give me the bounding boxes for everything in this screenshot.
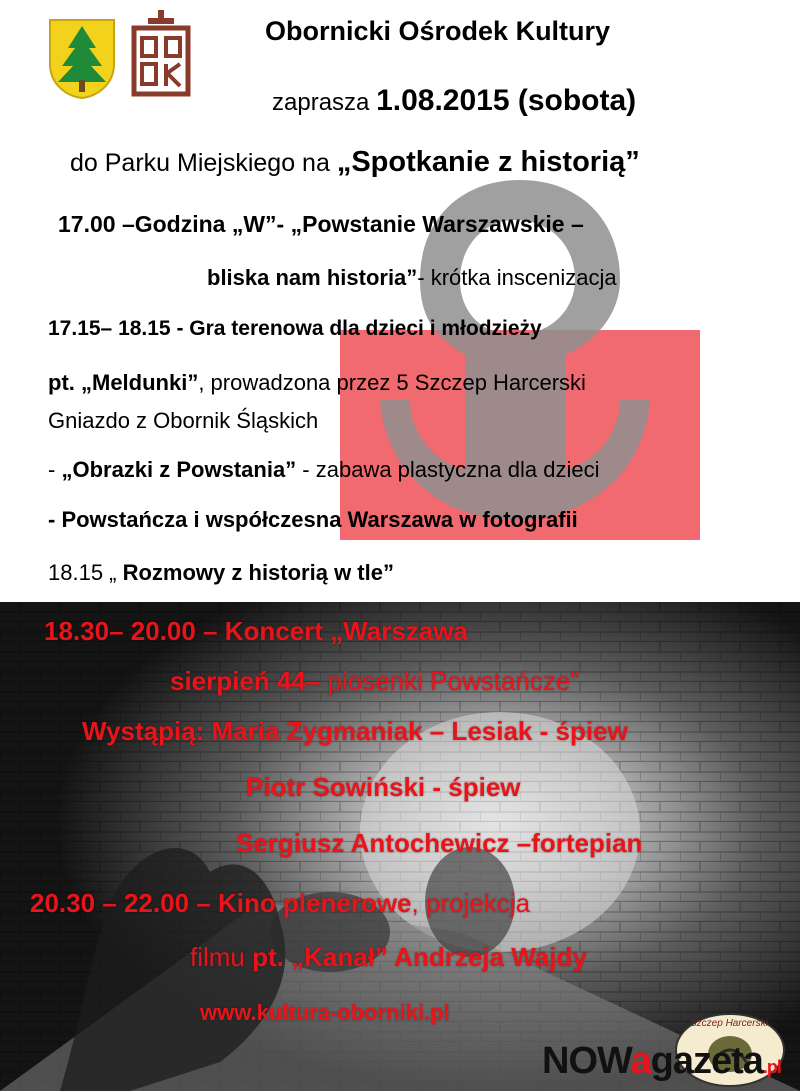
program-item-5-bold: Rozmowy z historią w tle”: [122, 560, 394, 585]
concert-line-6: [30, 888, 530, 919]
program-item-2b: [48, 370, 586, 396]
kotwica-symbol: [300, 140, 720, 570]
concert-line-1: 18.30– 20.00 – Koncert „Warszawa: [44, 616, 468, 646]
program-item-1b-bold: bliska nam historia”: [207, 265, 418, 290]
brand-gazeta: gazeta: [650, 1040, 763, 1082]
program-item-3-bold: „Obrazki z Powstania”: [61, 457, 297, 482]
program-item-1b: [207, 265, 617, 291]
concert-line-7-bold: pt. „Kanał” Andrzeja Wajdy: [252, 942, 587, 972]
program-item-3-rest: - zabawa plastyczna dla dzieci: [296, 457, 600, 482]
invite-prefix: zaprasza: [272, 89, 377, 116]
place-prefix: do Parku Miejskiego na: [70, 149, 337, 177]
program-item-1b-rest: - krótka inscenizacja: [417, 265, 617, 290]
event-date: 1.08.2015 (sobota): [376, 84, 637, 117]
oborniki-coat-of-arms-icon: [48, 18, 116, 100]
concert-line-6-bold: 20.30 – 22.00 – Kino plenerowe: [30, 888, 412, 918]
organizer-title: Obornicki Ośrodek Kultury: [265, 16, 611, 46]
program-item-5-prefix: 18.15 „: [48, 560, 123, 585]
scout-badge-text: Szczep Harcerski: [690, 1018, 768, 1029]
website-link[interactable]: www.kultura-oborniki.pl: [200, 1000, 450, 1025]
concert-line-7-prefix: filmu: [190, 942, 253, 972]
program-item-2b-bold: pt. „Meldunki”: [48, 370, 199, 395]
program-item-3-prefix: -: [48, 457, 62, 482]
concert-line-4: Piotr Sowiński - śpiew: [246, 772, 521, 802]
event-title: „Spotkanie z historią”: [336, 146, 640, 178]
concert-line-7: [190, 942, 587, 973]
ook-logo-icon: [130, 8, 192, 98]
concert-line-2-rest: piosenki Powstańcze”: [320, 666, 579, 696]
brand-now: NOW: [542, 1040, 631, 1082]
nowagazeta-watermark: [542, 1040, 781, 1083]
concert-line-5: Sergiusz Antochewicz –fortepian: [236, 828, 643, 858]
program-item-2a: 17.15– 18.15 - Gra terenowa dla dzieci i młodzieży: [48, 317, 542, 340]
brand-a: a: [630, 1040, 651, 1082]
program-item-4: - Powstańcza i współczesna Warszawa w fotografii: [48, 507, 578, 532]
invite-line: [272, 84, 636, 118]
program-item-3: [48, 457, 599, 483]
program-item-5: [48, 560, 394, 586]
place-line: [70, 146, 640, 179]
program-item-1a: 17.00 –Godzina „W”- „Powstanie Warszawskie –: [58, 211, 584, 237]
concert-line-2-bold: sierpień 44–: [170, 666, 321, 696]
concert-line-2: [170, 666, 579, 697]
program-item-2b-rest: , prowadzona przez 5 Szczep Harcerski: [198, 370, 586, 395]
brand-tld: .pl: [762, 1057, 781, 1077]
concert-line-6-rest: , projekcja: [411, 888, 531, 918]
program-item-2c: Gniazdo z Obornik Śląskich: [48, 408, 319, 433]
concert-line-3: Wystąpią: Maria Zygmaniak – Lesiak - śpiew: [82, 716, 628, 746]
